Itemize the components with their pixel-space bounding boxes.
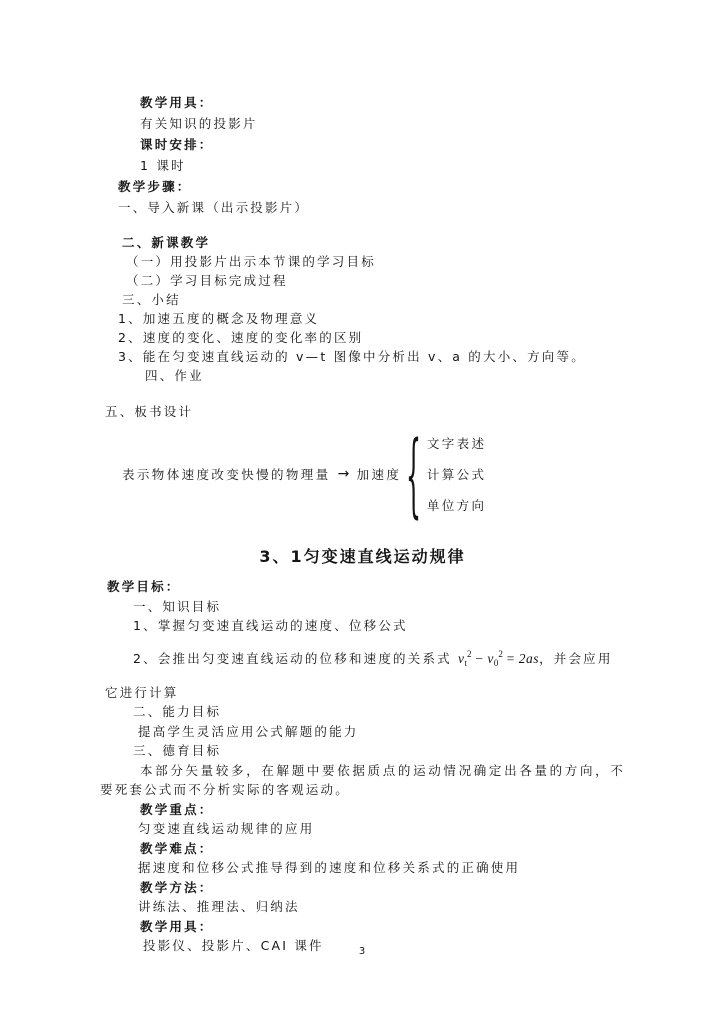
- text-line: 2、速度的变化、速度的变化率的区别: [118, 330, 364, 345]
- board-item: 单位方向: [426, 497, 487, 513]
- text-line: 据速度和位移公式推导得到的速度和位移关系式的正确使用: [138, 860, 521, 875]
- left-brace-glyph: {: [406, 419, 423, 529]
- board-result-text: 加速度: [356, 467, 402, 482]
- teaching-steps-heading: 教学步骤：: [118, 179, 192, 194]
- page-number: 3: [358, 946, 366, 957]
- text-line: 一、导入新课（出示投影片）: [118, 200, 310, 215]
- ability-goal-heading: 二、能力目标: [133, 704, 222, 719]
- new-lesson-heading: 二、新课教学: [122, 235, 211, 250]
- teaching-focus-heading: 教学重点：: [140, 801, 214, 817]
- teaching-goals-section: [100, 577, 625, 956]
- text-line: 1、加速五度的概念及物理意义: [118, 311, 320, 326]
- formula-prefix: 2、会推出匀变速直线运动的位移和速度的关系式: [133, 650, 459, 666]
- text-line: 投影仪、投影片、CAI 课件: [143, 938, 324, 953]
- formula-suffix: ，并会应用: [539, 650, 613, 666]
- formula-line: [133, 644, 625, 674]
- text-line: 1 课时: [140, 158, 186, 173]
- text-line: （一）用投影片出示本节课的学习目标: [126, 254, 376, 269]
- summary-heading: 三、小结: [122, 292, 181, 307]
- board-lead-text: 表示物体速度改变快慢的物理量: [122, 467, 331, 482]
- text-line: 提高学生灵活应用公式解题的能力: [138, 723, 359, 739]
- teaching-method-heading: 教学方法：: [140, 879, 214, 895]
- text-line: 本部分矢量较多，在解题中要依据质点的运动情况确定出各量的方向，不: [140, 762, 625, 778]
- text-line: 1、掌握匀变速直线运动的速度、位移公式: [133, 618, 408, 633]
- velocity-displacement-formula: $v_t^2 - v_0^2 = 2as$: [458, 648, 540, 668]
- text-line: 有关知识的投影片: [140, 116, 258, 131]
- teaching-difficulty-heading: 教学难点：: [140, 840, 214, 856]
- teaching-tools-heading-2: 教学用具：: [140, 918, 214, 934]
- text-line: 要死套公式而不分析实际的客观运动。: [100, 782, 350, 797]
- homework-heading: 四、作业: [145, 368, 204, 383]
- class-hours-heading: 课时安排：: [140, 137, 214, 152]
- teaching-tools-heading: 教学用具：: [140, 95, 214, 110]
- text-line: （二）学习目标完成过程: [126, 273, 288, 288]
- board-design-heading: 五、板书设计: [105, 404, 194, 419]
- section-title: 3、1匀变速直线运动规律: [259, 547, 466, 566]
- text-line: 讲练法、推理法、归纳法: [138, 899, 300, 914]
- board-items-list: [427, 428, 487, 521]
- text-line: 它进行计算: [105, 684, 179, 700]
- moral-goal-heading: 三、德育目标: [133, 743, 222, 758]
- teaching-goals-heading: 教学目标：: [107, 579, 181, 594]
- text-line: 3、能在匀变速直线运动的 v—t 图像中分析出 v、a 的大小、方向等。: [118, 349, 586, 364]
- lesson-steps-section: [100, 233, 625, 385]
- arrow-right-icon: →: [337, 466, 352, 482]
- board-item: 文字表述: [426, 435, 487, 451]
- board-design-diagram: [100, 419, 625, 529]
- text-line: 匀变速直线运动规律的应用: [138, 821, 315, 836]
- board-item: 计算公式: [426, 466, 487, 482]
- knowledge-goal-heading: 一、知识目标: [133, 598, 222, 614]
